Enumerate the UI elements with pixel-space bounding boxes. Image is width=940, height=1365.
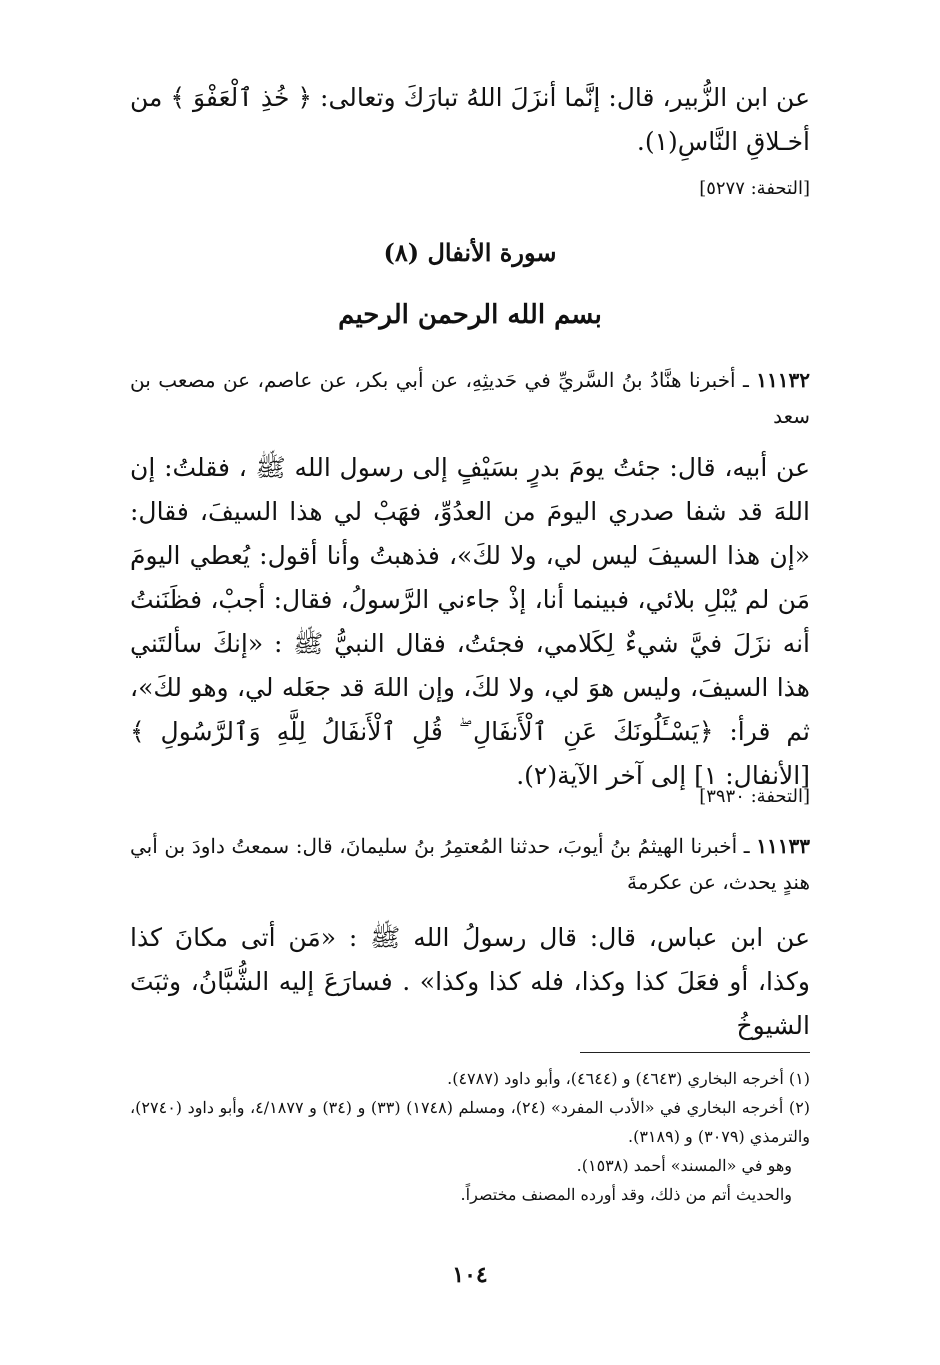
hadith-1-isnad	[130, 362, 810, 434]
footnote-2: (٢) أخرجه البخاري في «الأدب المفرد» (٢٤)، ومسلم (١٧٤٨) (٣٣) و (٣٤) و ٤/١٨٧٧، وأبو داود (٢٧٤٠)، والترمذي (٣٠٧٩) و (٣١٨٩).	[130, 1098, 811, 1146]
hadith-2-isnad-text: ـ أخبرنا الهيثمُ بنُ أيوبَ، حدثنا المُعتمِرُ بنُ سليمانَ، قال: سمعتُ داودَ بن أبي هندٍ يحدث، عن عكرمةَ	[130, 834, 810, 894]
surah-title: سورة الأنفال (٨)	[383, 238, 557, 267]
hadith-1-number: ١١١٣٢	[756, 368, 810, 392]
footnote-divider	[580, 1052, 810, 1053]
basmala: بسم الله الرحمن الرحيم	[338, 300, 602, 330]
hadith-1-matn: عن أبيه، قال: جئتُ يومَ بدرٍ بسَيْفٍ إلى رسول الله ﷺ ، فقلتُ: إن اللهَ قد شفا صدري اليومَ من العدُوِّ، فهَبْ لي هذا السيفَ، فقال: «إن هذا السيفَ ليس لي، ولا لكَ»، فذهبتُ وأنا أقول: يُعطي اليومَ مَن لم يُبْلِ بلائي، فبينما أنا، إذْ جاءني الرَّسولُ، فقال: أجبْ، فظَنَنتُ أنه نزَلَ فيَّ شيءٌ لِكَلامي، فجئتُ، فقال النبيُّ ﷺ : «إنكَ سألتَني هذا السيفَ، وليس هوَ لي، ولا لكَ، وإن اللهَ قد جعَله لي، وهو لكَ»، ثم قرأ: ﴿يَسْـَٔلُونَكَ عَنِ ٱلْأَنفَالِ ۖ قُلِ ٱلْأَنفَالُ لِلَّهِ وَٱلرَّسُولِ ﴾ [الأنفال: ١] إلى آخر الآية(٢).	[130, 453, 810, 790]
footnotes	[130, 1064, 810, 1209]
page-number: ١٠٤	[452, 1262, 488, 1288]
footnote-2-note: والحديث أتم من ذلك، وقد أورده المصنف مختصراً.	[460, 1185, 792, 1204]
hadith-2-matn: عن ابن عباس، قال: قال رسولُ الله ﷺ : «مَن أتى مكانَ كذا وكذا، أو فعَلَ كذا وكذا، فله كذا وكذا» . فسارَعَ إليه الشُّبَّانُ، وثبَتَ الشيوخُ	[130, 923, 810, 1040]
hadith-2-isnad	[130, 828, 810, 900]
hadith-2-number: ١١١٣٣	[756, 834, 810, 858]
footnote-2-continued: وهو في «المسند» أحمد (١٥٣٨).	[576, 1156, 792, 1175]
tuhfa-reference-2: [التحفة: ٣٩٣٠]	[699, 786, 810, 807]
tuhfa-reference-1: [التحفة: ٥٢٧٧]	[699, 178, 810, 199]
footnote-1: (١) أخرجه البخاري (٤٦٤٣) و (٤٦٤٤)، وأبو داود (٤٧٨٧).	[447, 1069, 810, 1088]
top-paragraph: عن ابن الزُّبير، قال: إنَّما أنزَلَ اللهُ تبارَكَ وتعالى: ﴿ خُذِ ٱلْعَفْوَ ﴾ من أخـلاقِ النَّاسِ(١).	[130, 83, 810, 156]
hadith-1-isnad-text: ـ أخبرنا هنَّادُ بنُ السَّريِّ في حَديثِهِ، عن أبي بكر، عن عاصم، عن مصعب بن سعد	[130, 368, 810, 428]
